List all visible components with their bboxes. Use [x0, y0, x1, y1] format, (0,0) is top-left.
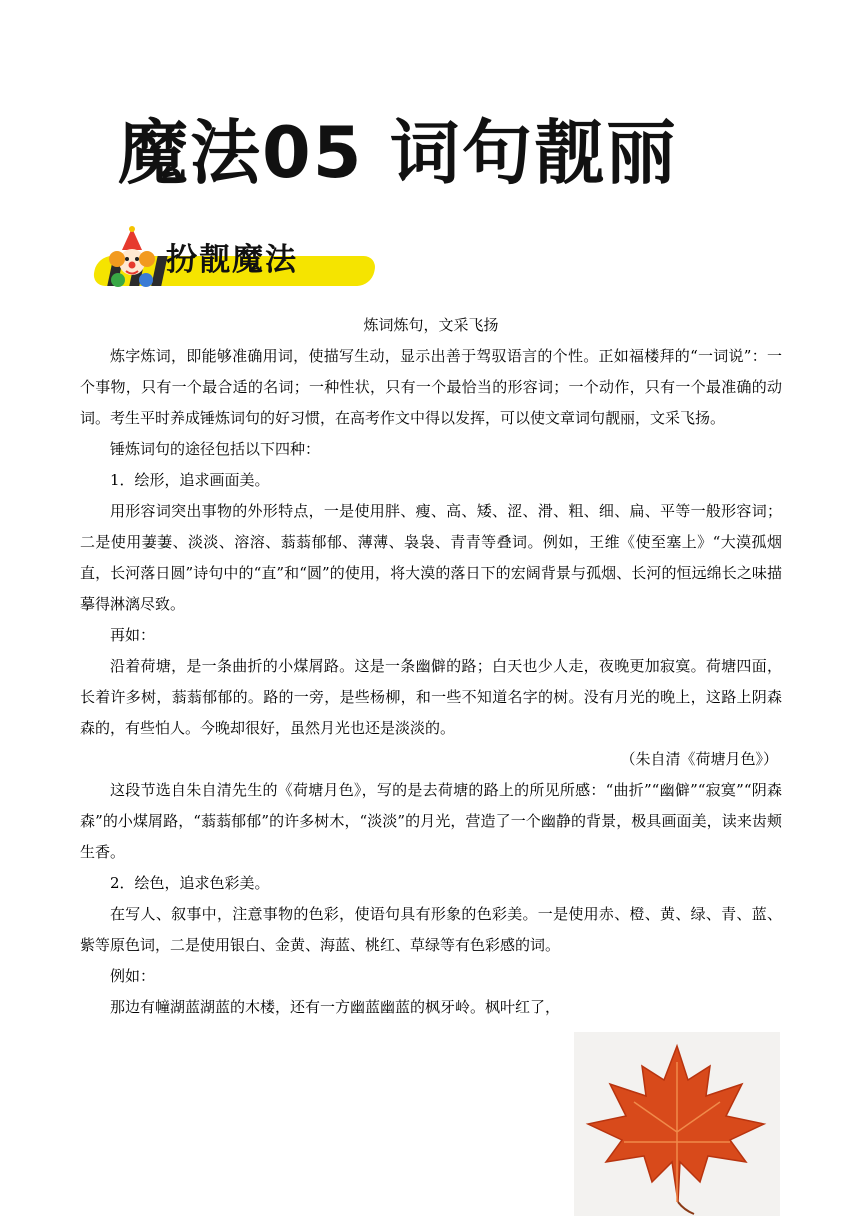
- paragraph: 这段节选自朱自清先生的《荷塘月色》，写的是去荷塘的路上的所见所感：“曲折”“幽僻”“寂寞”“阴森森”的小煤屑路，“蓊蓊郁郁”的许多树木，“淡淡”的月光，营造了一个幽静的背景，极具画面美，读来齿颊生香。: [80, 781, 782, 861]
- article-body: [80, 310, 782, 1023]
- subheading: 2．绘色，追求色彩美。: [110, 874, 270, 892]
- quote-paragraph: 沿着荷塘，是一条曲折的小煤屑路。这是一条幽僻的路；白天也少人走，夜晚更加寂寞。荷塘四面，长着许多树，蓊蓊郁郁的。路的一旁，是些杨柳，和一些不知道名字的树。没有月光的晚上，这路上阴森森的，有些怕人。今晚却很好，虽然月光也还是淡淡的。: [80, 657, 782, 737]
- page-title: 魔法05 词句靓丽: [118, 112, 678, 194]
- section-banner: [82, 226, 382, 292]
- paragraph: 炼字炼词，即能够准确用词，使描写生动，显示出善于驾驭语言的个性。正如福楼拜的“一词说”：一个事物，只有一个最合适的名词；一种性状，只有一个最恰当的形容词；一个动作，只有一个最准确的动词。考生平时养成锤炼词句的好习惯，在高考作文中得以发挥，可以使文章词句靓丽，文采飞扬。: [80, 347, 782, 427]
- maple-leaf-icon: [574, 1032, 780, 1216]
- citation: （朱自清《荷塘月色》）: [620, 750, 778, 768]
- banner-label: 扮靓魔法: [166, 242, 298, 278]
- subheading: 1．绘形，追求画面美。: [110, 471, 270, 489]
- paragraph: 再如：: [110, 626, 156, 644]
- section-heading: 炼词炼句，文采飞扬: [363, 316, 499, 334]
- paragraph: 例如：: [110, 967, 156, 985]
- paragraph: 用形容词突出事物的外形特点，一是使用胖、瘦、高、矮、涩、滑、粗、细、扁、平等一般形容词；二是使用萋萋、淡淡、溶溶、蓊蓊郁郁、薄薄、袅袅、青青等叠词。例如，王维《使至塞上》“大漠孤烟直，长河落日圆”诗句中的“直”和“圆”的使用，将大漠的落日下的宏阔背景与孤烟、长河的恒远绵长之味描摹得淋漓尽致。: [80, 502, 782, 613]
- paragraph: 锤炼词句的途径包括以下四种：: [110, 440, 321, 458]
- quote-paragraph: 那边有幢湖蓝湖蓝的木楼，还有一方幽蓝幽蓝的枫牙岭。枫叶红了，: [110, 998, 561, 1016]
- maple-leaf-image: [574, 1032, 780, 1216]
- paragraph: 在写人、叙事中，注意事物的色彩，使语句具有形象的色彩美。一是使用赤、橙、黄、绿、青、蓝、紫等原色词，二是使用银白、金黄、海蓝、桃红、草绿等有色彩感的词。: [80, 905, 782, 954]
